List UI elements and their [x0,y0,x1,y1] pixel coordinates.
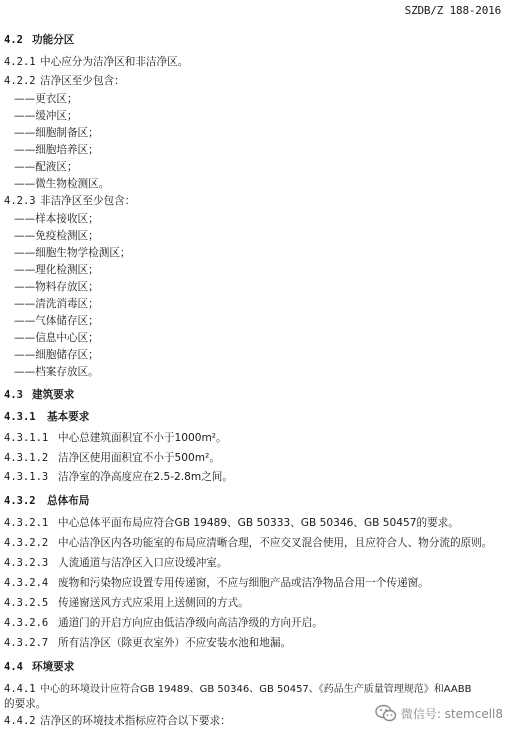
subsection-heading: 4.3.2 总体布局 [4,495,90,507]
list-item: ——免疫检测区； [14,230,99,242]
section-heading: 4.4 环境要求 [4,661,75,673]
clause: 4.3.2.3 人流通道与洁净区入口应设缓冲室。 [4,557,228,569]
subsection-heading: 4.3.1 基本要求 [4,411,90,423]
list-item: ——细胞储存区； [14,349,99,361]
clause: 4.2.1 中心应分为洁净区和非洁净区。 [4,56,189,68]
list-item: ——理化检测区； [14,264,99,276]
list-item: ——物料存放区； [14,281,99,293]
clause: 4.4.1 中心的环境设计应符合GB 19489、GB 50346、GB 50457、《药品生产质量管理规范》和AABB [4,683,472,695]
list-item: ——细胞生物学检测区； [14,247,131,259]
clause: 4.3.1.2 洁净区使用面积宜不小于500m²。 [4,452,220,464]
document-code: SZDB/Z 188-2016 [404,4,501,17]
watermark [375,704,503,722]
clause: 4.2.3 非洁净区至少包含： [4,195,136,207]
list-item: ——清洗消毒区； [14,298,99,310]
list-item: ——信息中心区； [14,332,99,344]
clause: 4.3.1.1 中心总建筑面积宜不小于1000m²。 [4,432,227,444]
clause: 4.3.2.7 所有洁净区（除更衣室外）不应安装水池和地漏。 [4,637,292,649]
clause: 4.3.2.2 中心洁净区内各功能室的布局应清晰合理，不应交叉混合使用，且应符合人、物分流的原则。 [4,537,493,549]
clause: 4.3.2.1 中心总体平面布局应符合GB 19489、GB 50333、GB 50346、GB 50457的要求。 [4,517,459,529]
list-item: ——细胞培养区； [14,144,99,156]
list-item: ——配液区； [14,161,78,173]
list-item: ——细胞制备区； [14,127,99,139]
list-item: ——样本接收区； [14,213,99,225]
clause: 4.3.2.6 通道门的开启方向应由低洁净级向高洁净级的方向开启。 [4,617,323,629]
list-item: ——更衣区； [14,93,78,105]
section-heading: 4.3 建筑要求 [4,389,75,401]
section-heading: 4.2 功能分区 [4,34,75,46]
clause: 4.3.1.3 洁净室的净高度应在2.5-2.8m之间。 [4,471,233,483]
clause: 4.3.2.5 传递窗送风方式应采用上送侧回的方式。 [4,597,249,609]
clause: 4.4.2 洁净区的环境技术指标应符合以下要求： [4,715,231,727]
clause-continuation: 的要求。 [4,698,47,710]
clause: 4.3.2.4 废物和污染物应设置专用传递窗，不应与细胞产品或洁净物品合用一个传递窗。 [4,577,429,589]
list-item: ——缓冲区； [14,110,78,122]
clause: 4.2.2 洁净区至少包含： [4,75,125,87]
wechat-icon [375,704,397,722]
list-item: ——档案存放区。 [14,366,99,378]
list-item: ——微生物检测区。 [14,178,110,190]
list-item: ——气体储存区； [14,315,99,327]
watermark-text: 微信号: stemcell8 [400,706,503,721]
